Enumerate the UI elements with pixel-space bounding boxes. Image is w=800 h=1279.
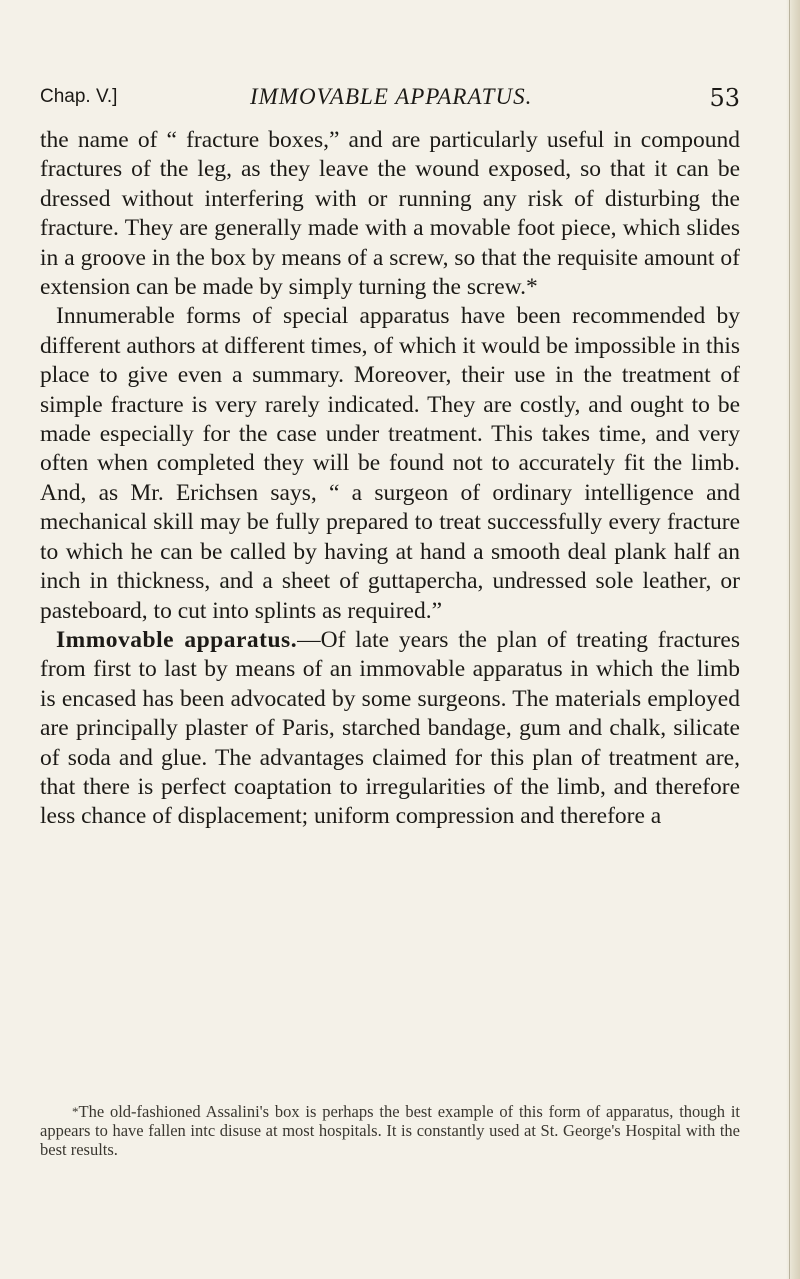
footnote-mark: * xyxy=(72,1104,79,1119)
page-number: 53 xyxy=(709,84,740,112)
paragraph-3-text: —Of late years the plan of treating fractures from first to last by means of an immovable apparatus in which the limb is encased has been advocated by some surgeons. The materials employed are principally plaster of Paris, starched bandage, gum and chalk, silicate of soda and glue. The advantages claimed for this plan of treatment are, that there is perfect coaptation to irregularities of the limb, and therefore less chance of displacement; uniform compression and therefore a xyxy=(40,626,741,830)
footnote-text-block xyxy=(40,1102,740,1159)
running-title: IMMOVABLE APPARATUS. xyxy=(250,84,533,109)
chapter-label: Chap. V.] xyxy=(40,86,118,107)
paragraph-2: Innumerable forms of special apparatus have been recommended by different authors at different times, of which it would be impossible in this place to give even a summary. Moreover, their use in the treatment of simple fracture is very rarely indicated. They are costly, and ought to be made especially for the case under treatment. This takes time, and very often when completed they will be found not to accurately fit the limb. And, as Mr. Erichsen says, “ a surgeon of ordinary intelligence and mechanical skill may be fully prepared to treat successfully every fracture to which he can be called by having at hand a smooth deal plank half an inch in thickness, and a sheet of guttapercha, undressed sole leather, or pasteboard, to cut into splints as required.” xyxy=(40,303,740,624)
body-text xyxy=(40,126,740,832)
paragraph-3 xyxy=(40,626,740,832)
footnote-text: The old-fashioned Assalini's box is perhaps the best example of this form of apparatus, though it appears to have fallen intc disuse at most hospitals. It is constantly used at St. George's Hospital with the best results. xyxy=(40,1102,740,1159)
section-heading: Immovable apparatus. xyxy=(56,626,298,653)
footnote xyxy=(40,1102,740,1159)
running-header xyxy=(40,84,740,114)
paragraph-1: the name of “ fracture boxes,” and are particularly useful in compound fractures of the leg, as they leave the wound exposed, so that it can be dressed without interfering with or running any risk of disturbing the fracture. They are generally made with a movable foot piece, which slides in a groove in the box by means of a screw, so that the requisite amount of extension can be made by simply turning the screw.* xyxy=(40,127,740,301)
page-edge-line xyxy=(789,0,790,1279)
